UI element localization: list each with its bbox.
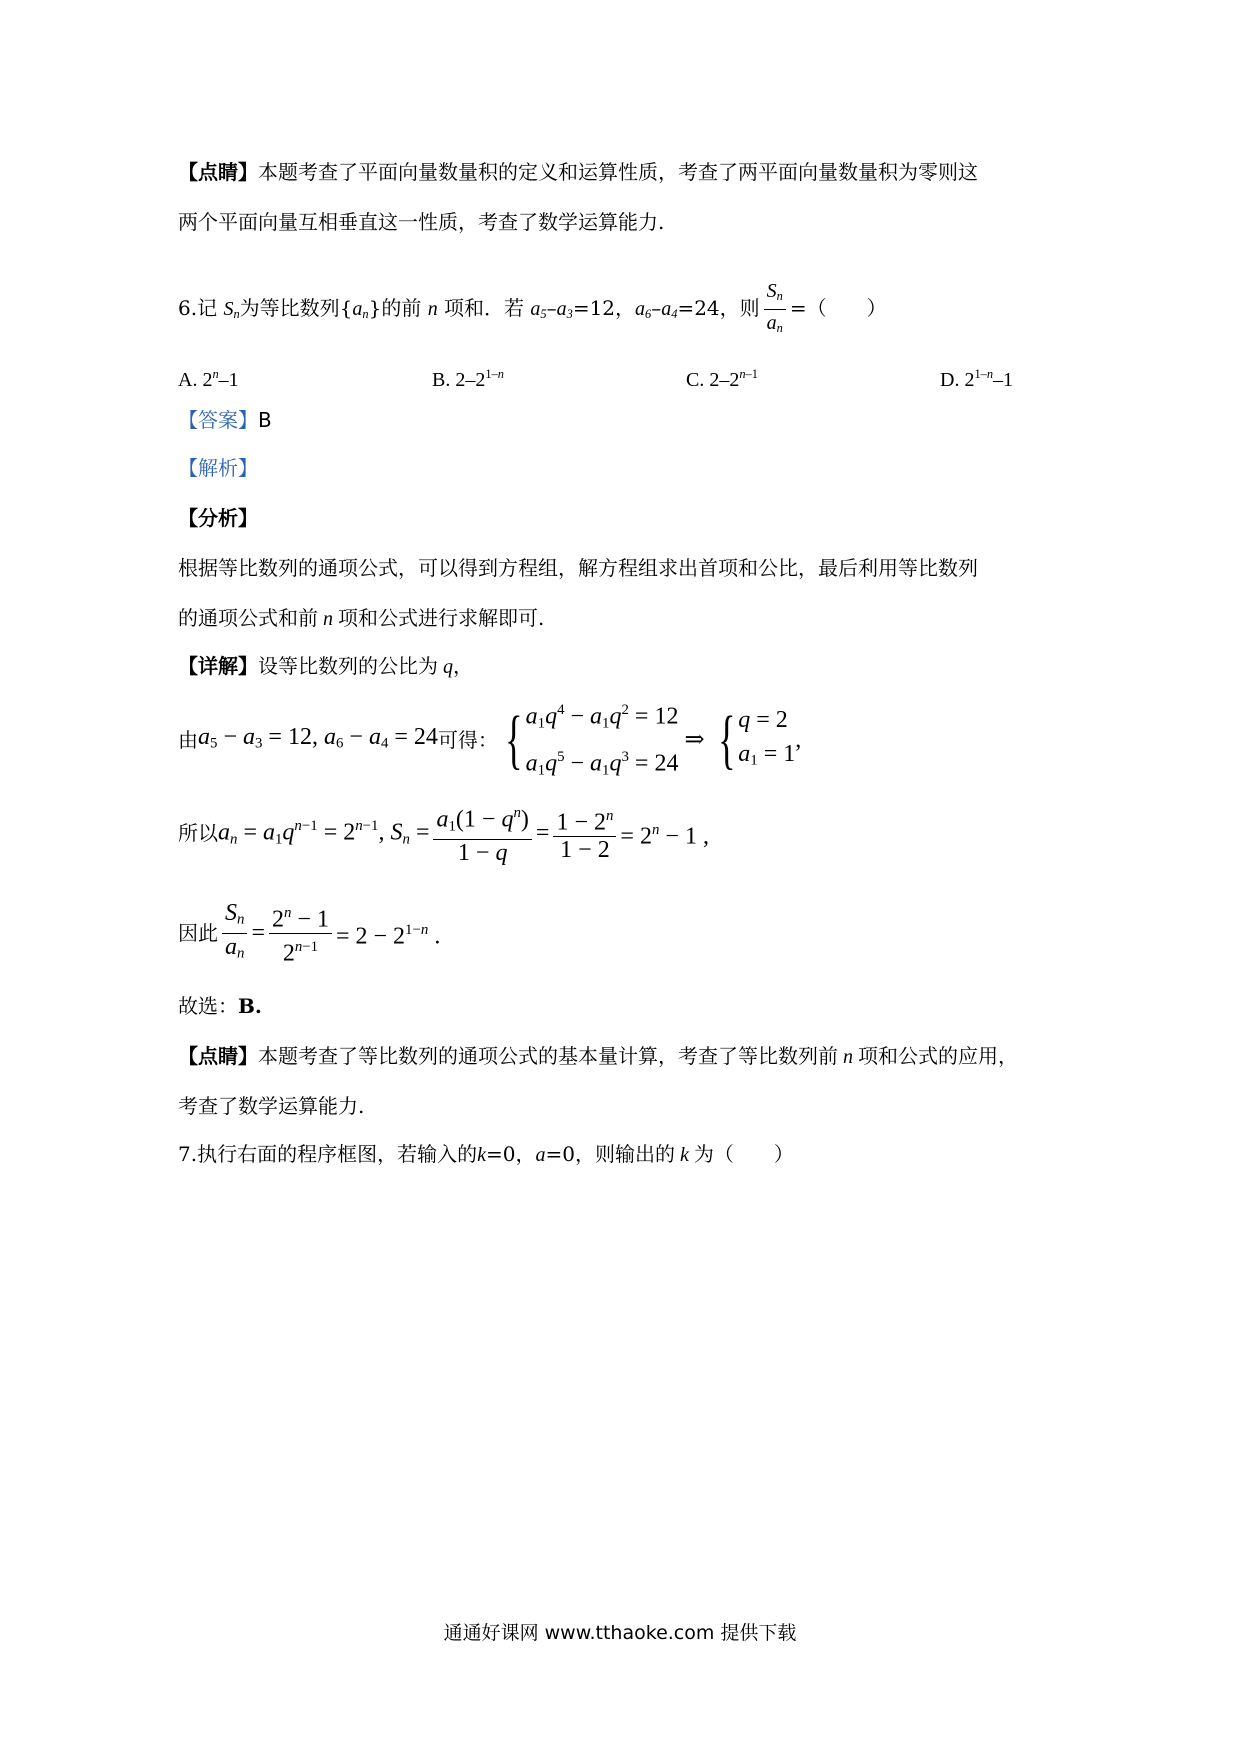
option-a: A. 2$^n$–1: [178, 367, 239, 392]
prev-comment-line2: 两个平面向量互相垂直这一性质，考查了数学运算能力.: [178, 210, 665, 234]
option-d: D. 2$^{1-n}$–1: [940, 367, 1014, 392]
prev-comment-line1: 【点睛】本题考查了平面向量数量积的定义和运算性质，考查了两平面向量数量积为零则这: [178, 160, 978, 184]
ratio-line: 因此 $\frac{S_n}{a_n}$ = $\frac{2^n - 1}{2^{n-1}}$ = $2 - 2^{1-n}$ .: [178, 899, 441, 967]
fenxi-line2: 的通项公式和前 n 项和公式进行求解即可.: [178, 606, 545, 630]
jiexi-tag: 【解析】: [178, 456, 258, 480]
option-c: C. 2–2$^{n-1}$: [686, 367, 758, 392]
equation-system-line: 由 $a_5 - a_3 = 12$, $a_6 - a_4 = 24$ 可得： { $a_1q^4 - a_1q^2 = 12$ $a_1q^5 - a_1q^3 = 24$ ⇒ { q = 2 $a_1 = 1$ ,: [178, 700, 801, 780]
dianjing-line2: 考查了数学运算能力.: [178, 1094, 365, 1118]
option-b: B. 2–2$^{1-n}$: [432, 367, 504, 392]
dianjing-line1: 【点睛】本题考查了等比数列的通项公式的基本量计算，考查了等比数列前 n 项和公式的应用，: [178, 1044, 1018, 1068]
sn-over-an-fraction: $\frac{S_n}{a_n}$: [764, 278, 786, 341]
guxuan-line: 故选：B.: [178, 994, 262, 1018]
answer-line: 【答案】B: [178, 408, 272, 432]
solution-system: { q = 2 $a_1 = 1$: [717, 703, 796, 776]
q6-stem: 6.记 $S_n$为等比数列$\{a_n\}$的前 n 项和．若 $a_5-a_3=12$，$a_6-a_4=24$，则 $\frac{S_n}{a_n}$ =（ ）: [178, 278, 887, 341]
q7-stem: 7.执行右面的程序框图，若输入的k=0，a=0，则输出的 k 为（ ）: [178, 1142, 794, 1166]
equation-system: { $a_1q^4 - a_1q^2 = 12$ $a_1q^5 - a_1q^3 = 24$: [505, 701, 679, 779]
fenxi-line1: 根据等比数列的通项公式，可以得到方程组，解方程组求出首项和公比，最后利用等比数列: [178, 556, 978, 580]
general-term-line: 所以 $a_n = a_1q^{n-1} = 2^{n-1}$, $S_n$ = $\frac{a_1(1 - q^n)}{1 - q}$ = $\frac{1 - 2^n}{1 - 2}$ = $2^n - 1$ ,: [178, 800, 709, 866]
fenxi-tag: 【分析】: [178, 506, 258, 530]
xiangjie-line: 【详解】设等比数列的公比为 q，: [178, 654, 473, 678]
footer-credit: 通通好课网 www.tthaoke.com 提供下载: [443, 1622, 797, 1644]
